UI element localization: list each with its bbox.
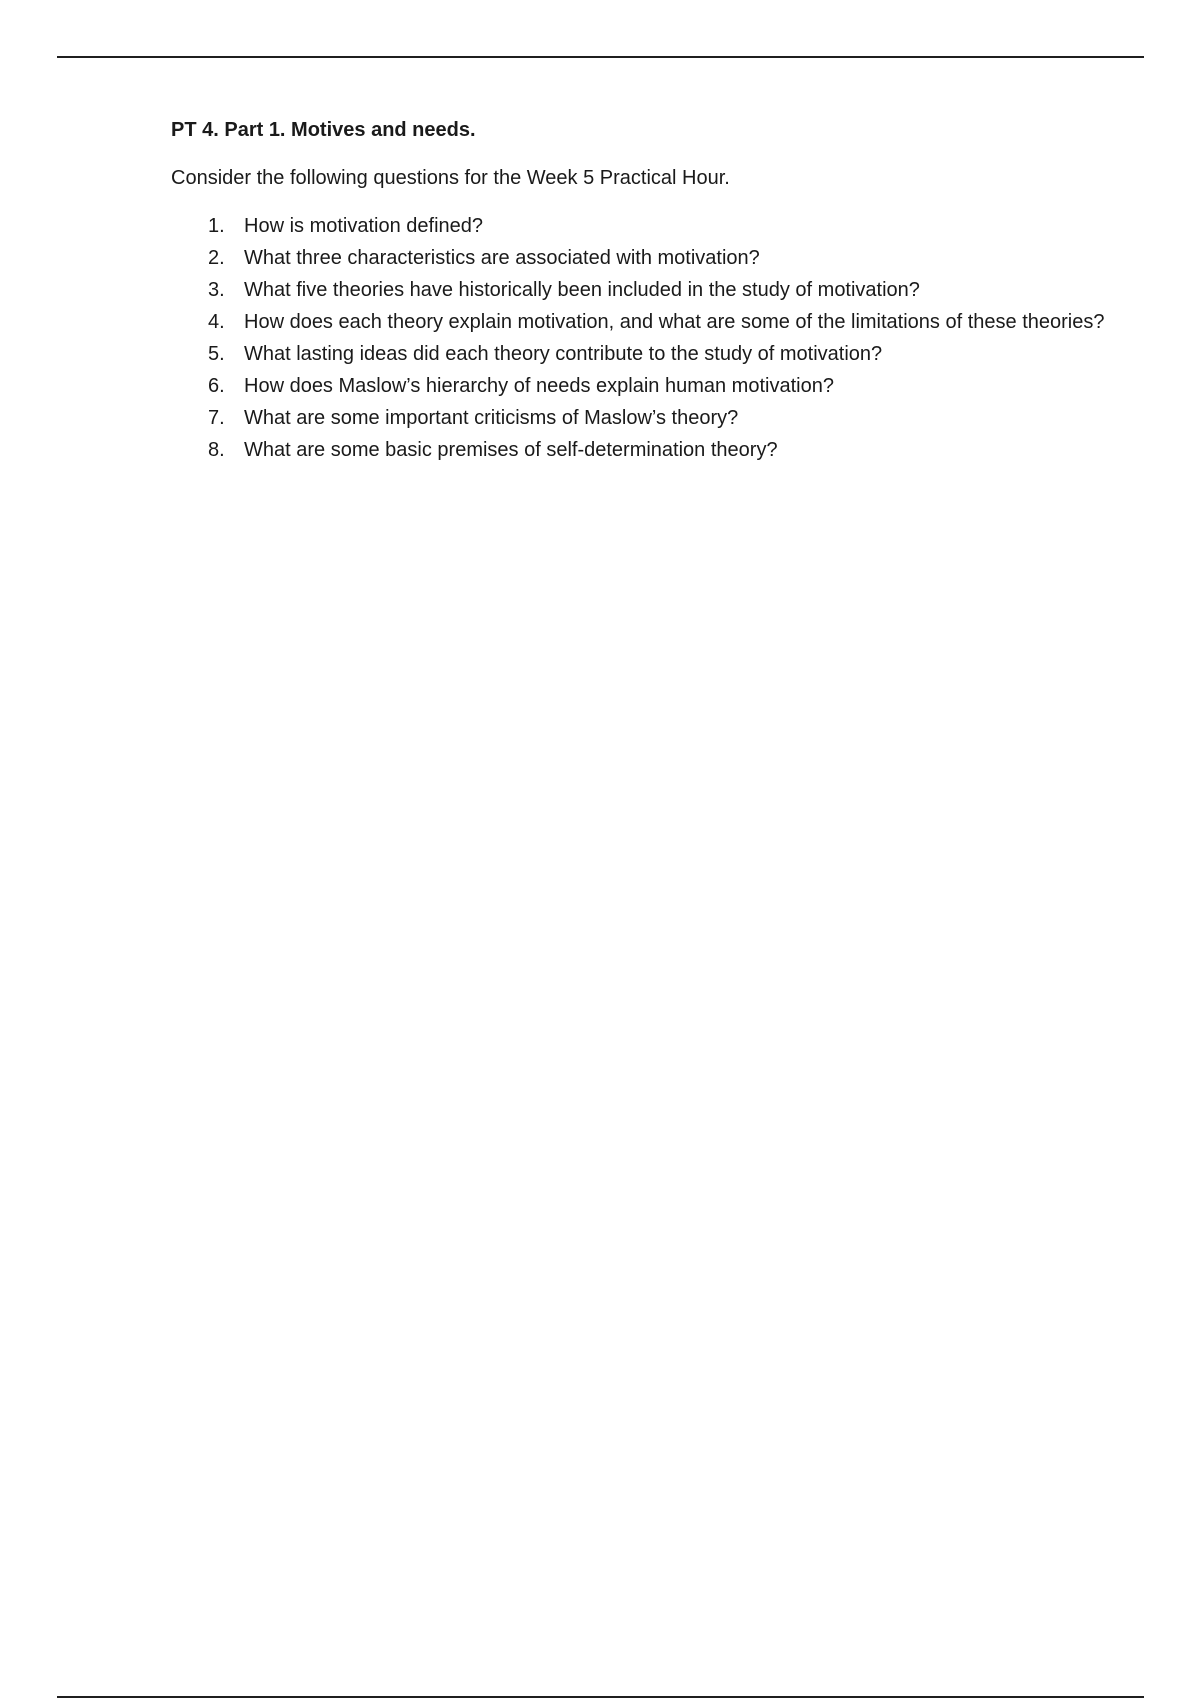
list-item [171, 210, 1121, 242]
list-item-text: How does each theory explain motivation, and what are some of the limitations of these theories? [244, 311, 1105, 333]
list-item-text: What lasting ideas did each theory contribute to the study of motivation? [244, 343, 883, 365]
list-item [171, 242, 1121, 274]
header-rule [57, 56, 1144, 58]
list-item [171, 402, 1121, 434]
list-item-number: 5. [208, 343, 225, 365]
list-item [171, 434, 1121, 466]
intro-paragraph: Consider the following questions for the Week 5 Practical Hour. [171, 167, 730, 189]
list-item-number: 2. [208, 247, 225, 269]
document-body [171, 114, 1121, 466]
list-item-number: 6. [208, 375, 225, 397]
document-heading: PT 4. Part 1. Motives and needs. [171, 119, 476, 141]
list-item [171, 306, 1121, 338]
list-item-number: 7. [208, 407, 225, 429]
list-item-number: 8. [208, 439, 225, 461]
list-item-number: 3. [208, 279, 225, 301]
list-item [171, 370, 1121, 402]
list-item-text: What three characteristics are associated with motivation? [244, 247, 760, 269]
list-item-text: What five theories have historically been included in the study of motivation? [244, 279, 920, 301]
list-item-text: How is motivation defined? [244, 215, 484, 237]
list-item-text: What are some important criticisms of Maslow’s theory? [244, 407, 739, 429]
list-item-number: 4. [208, 311, 225, 333]
list-item-number: 1. [208, 215, 225, 237]
questions-list [171, 210, 1121, 466]
footer-rule [57, 1696, 1144, 1698]
list-item-text: What are some basic premises of self-determination theory? [244, 439, 778, 461]
list-item-text: How does Maslow’s hierarchy of needs explain human motivation? [244, 375, 834, 397]
list-item [171, 338, 1121, 370]
list-item [171, 274, 1121, 306]
